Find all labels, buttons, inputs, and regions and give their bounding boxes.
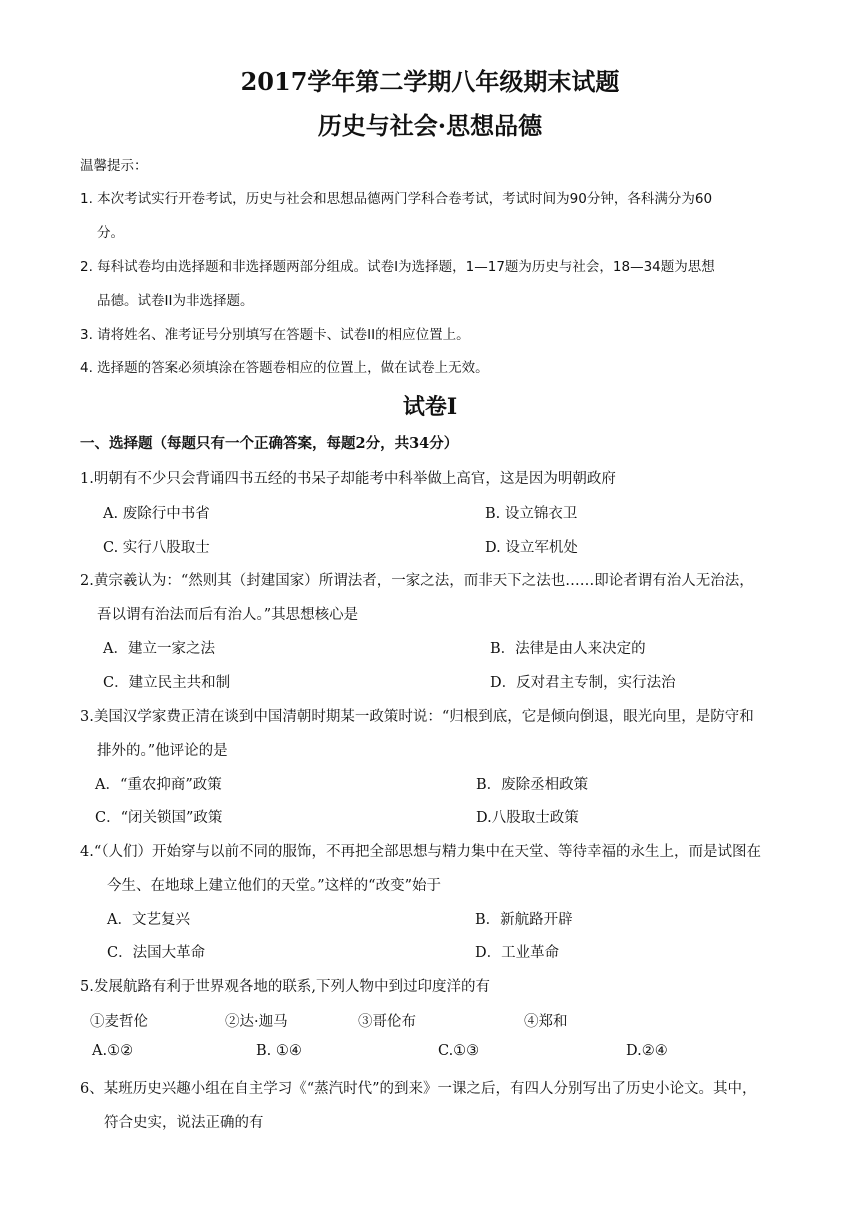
notice-line: 1. 本次考试实行开卷考试，历史与社会和思想品德两门学科合卷考试，考试时间为90分钟，各科满分为60: [80, 191, 713, 207]
option-a: A. 废除行中书省: [103, 506, 210, 522]
option-b: B．法律是由人来决定的: [490, 641, 646, 657]
question-stem: 今生、在地球上建立他们的天堂。”这样的“改变”始于: [107, 878, 441, 894]
question-stem: 2.黄宗羲认为：“然则其（封建国家）所谓法者，一家之法，而非天下之法也……即论者谓有治人无治法，: [80, 573, 754, 589]
exam-subtitle: 历史与社会·思想品德: [317, 111, 543, 140]
option-c: C．建立民主共和制: [103, 675, 231, 691]
option-c: C. 实行八股取士: [103, 540, 210, 556]
option-a: A．文艺复兴: [107, 912, 190, 928]
question-stem: 吾以谓有治法而后有治人。”其思想核心是: [97, 607, 359, 623]
exam-title: 2017学年第二学期八年级期末试题: [240, 67, 620, 96]
option-b: B．新航路开辟: [475, 912, 573, 928]
question-stem: 5.发展航路有利于世界观各地的联系,下列人物中到过印度洋的有: [80, 979, 490, 995]
option-b: B. 设立锦衣卫: [485, 506, 578, 522]
notice-heading: 温馨提示：: [80, 158, 148, 174]
option-d: D.八股取士政策: [476, 810, 579, 826]
option-b: B. ①④: [256, 1043, 302, 1059]
notice-line: 品德。试卷II为非选择题。: [97, 293, 254, 309]
option-b: B．废除丞相政策: [476, 777, 589, 793]
part-heading: 一、选择题（每题只有一个正确答案，每题2分，共34分）: [80, 435, 459, 452]
question-stem: 符合史实，说法正确的有: [104, 1115, 264, 1131]
option-c: C．“闭关锁国”政策: [95, 810, 223, 826]
notice-line: 4. 选择题的答案必须填涂在答题卷相应的位置上，做在试卷上无效。: [80, 360, 489, 376]
option-a: A．建立一家之法: [103, 641, 215, 657]
option-d: D. 设立军机处: [485, 540, 578, 556]
choice-item: ③哥伦布: [358, 1014, 416, 1030]
option-c: C．法国大革命: [107, 945, 206, 961]
option-d: D.②④: [626, 1043, 668, 1059]
option-d: D．反对君主专制，实行法治: [490, 675, 676, 691]
question-stem: 排外的。”他评论的是: [97, 743, 228, 759]
question-stem: 3.美国汉学家费正清在谈到中国清朝时期某一政策时说：“归根到底，它是倾向倒退，眼光向里，是防守和: [80, 709, 754, 725]
option-a: A.①②: [92, 1043, 134, 1059]
choice-item: ①麦哲伦: [90, 1014, 148, 1030]
question-stem: 6、某班历史兴趣小组在自主学习《“蒸汽时代”的到来》一课之后，有四人分别写出了历史小论文。其中，: [80, 1081, 757, 1097]
notice-line: 3. 请将姓名、准考证号分别填写在答题卡、试卷II的相应位置上。: [80, 327, 470, 343]
notice-line: 2. 每科试卷均由选择题和非选择题两部分组成。试卷Ⅰ为选择题，1—17题为历史与社会，18—34题为思想: [80, 259, 715, 275]
option-a: A．“重农抑商”政策: [95, 777, 222, 793]
question-stem: 1.明朝有不少只会背诵四书五经的书呆子却能考中科举做上高官，这是因为明朝政府: [80, 471, 616, 487]
notice-line: 分。: [97, 225, 124, 241]
choice-item: ②达·迦马: [225, 1014, 288, 1030]
option-c: C.①③: [438, 1043, 480, 1059]
question-stem: 4.“（人们）开始穿与以前不同的服饰，不再把全部思想与精力集中在天堂、等待幸福的永生上，而是试图在: [80, 844, 761, 860]
option-d: D．工业革命: [475, 945, 560, 961]
section-title: 试卷Ⅰ: [402, 394, 458, 420]
choice-item: ④郑和: [524, 1014, 568, 1030]
